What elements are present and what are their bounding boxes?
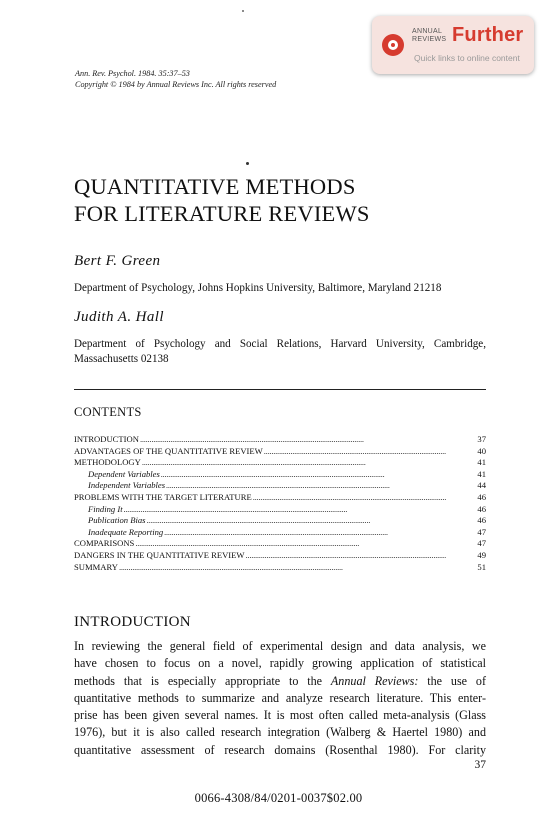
paragraph-line-tail: the use of xyxy=(418,673,486,688)
contents-heading: CONTENTS xyxy=(74,405,142,419)
toc-label: ADVANTAGES OF THE QUANTITATIVE REVIEW xyxy=(74,445,263,456)
paragraph-line xyxy=(74,673,486,690)
journal-citation-block xyxy=(75,69,276,90)
introduction-paragraph xyxy=(74,638,486,759)
annual-text: ANNUAL xyxy=(412,28,443,35)
issn-line: 0066-4308/84/0201-0037$02.00 xyxy=(194,791,363,805)
toc-entry[interactable] xyxy=(74,446,486,458)
toc-label: Dependent Variables xyxy=(88,468,160,479)
table-of-contents xyxy=(74,434,486,573)
toc-subentry[interactable] xyxy=(74,480,486,492)
author-2-affiliation-line-2: Massachusetts 02138 xyxy=(74,353,169,365)
toc-leader xyxy=(166,480,446,492)
toc-entry[interactable] xyxy=(74,492,486,504)
toc-page: 49 xyxy=(477,549,486,560)
toc-label: METHODOLOGY xyxy=(74,457,141,468)
toc-page: 37 xyxy=(477,434,486,444)
paragraph-line: prise has been given several names. It is most often called meta-analysis (Glass xyxy=(74,708,486,723)
toc-page: 46 xyxy=(477,515,486,526)
paragraph-line: quantitative methods to summarize and analyze research literature. This enter- xyxy=(74,690,486,705)
toc-label: Inadequate Reporting xyxy=(88,526,164,537)
toc-page: 46 xyxy=(477,503,486,514)
toc-entry[interactable] xyxy=(74,434,486,446)
toc-leader xyxy=(140,434,446,446)
annual-reviews-logo-icon xyxy=(382,34,404,56)
toc-page: 41 xyxy=(477,468,486,479)
toc-page: 46 xyxy=(477,491,486,502)
stray-dot xyxy=(242,10,244,12)
annual-reviews-wordmark xyxy=(412,28,452,44)
toc-entry[interactable] xyxy=(74,457,486,469)
toc-leader xyxy=(124,504,446,516)
toc-leader xyxy=(164,527,446,539)
journal-copyright: Copyright © 1984 by Annual Reviews Inc. All rights reserved xyxy=(75,79,277,89)
reviews-text: REVIEWS xyxy=(412,36,447,43)
paragraph-line: have chosen to focus on a novel, rapidly growing application of statistical xyxy=(74,656,486,671)
toc-page: 47 xyxy=(477,526,486,537)
toc-page: 47 xyxy=(477,538,486,549)
toc-leader xyxy=(264,446,446,458)
toc-label: PROBLEMS WITH THE TARGET LITERATURE xyxy=(74,491,252,502)
toc-label: Publication Bias xyxy=(88,515,146,526)
toc-page: 51 xyxy=(477,561,486,572)
page-number: 37 xyxy=(474,759,486,771)
toc-subentry[interactable] xyxy=(74,504,486,516)
toc-label: INTRODUCTION xyxy=(74,434,139,444)
toc-entry[interactable] xyxy=(74,562,486,574)
toc-leader xyxy=(161,469,446,481)
paragraph-line: quantitative assessment of research domains (Rosenthal 1980). For clarity xyxy=(74,742,486,757)
toc-label: DANGERS IN THE QUANTITATIVE REVIEW xyxy=(74,549,245,560)
author-1-affiliation: Department of Psychology, Johns Hopkins University, Baltimore, Maryland 21218 xyxy=(74,282,442,294)
toc-entry[interactable] xyxy=(74,550,486,562)
toc-leader xyxy=(253,492,446,504)
toc-leader xyxy=(142,457,446,469)
author-2-name: Judith A. Hall xyxy=(74,309,164,325)
toc-label: SUMMARY xyxy=(74,561,118,572)
toc-leader xyxy=(119,562,446,574)
title-dot xyxy=(246,162,249,165)
paragraph-line-text: methods that is especially appropriate to the xyxy=(74,673,331,688)
toc-leader xyxy=(147,515,446,527)
toc-page: 40 xyxy=(477,445,486,456)
toc-leader xyxy=(246,550,446,562)
further-subtitle: Quick links to online content xyxy=(414,53,520,63)
toc-subentry[interactable] xyxy=(74,515,486,527)
paragraph-line: 1976), but it is also called research integration (Walberg & Haertel 1980) and xyxy=(74,725,486,740)
toc-subentry[interactable] xyxy=(74,469,486,481)
toc-page: 44 xyxy=(477,480,486,491)
toc-page: 41 xyxy=(477,457,486,468)
paragraph-line: In reviewing the general field of experimental design and data analysis, we xyxy=(74,639,486,653)
toc-label: Independent Variables xyxy=(88,480,166,491)
toc-label: Finding It xyxy=(88,503,123,514)
section-divider xyxy=(74,389,486,390)
journal-citation: Ann. Rev. Psychol. 1984. 35:37–53 xyxy=(75,69,190,78)
further-title: Further xyxy=(452,24,524,46)
toc-leader xyxy=(135,538,446,550)
toc-label: COMPARISONS xyxy=(74,538,135,549)
toc-subentry[interactable] xyxy=(74,527,486,539)
further-badge[interactable] xyxy=(372,16,534,74)
introduction-heading: INTRODUCTION xyxy=(74,614,191,630)
article-title xyxy=(74,173,370,227)
article-title-line-2: FOR LITERATURE REVIEWS xyxy=(74,201,370,226)
author-2-affiliation-line-1: Department of Psychology and Social Relations, Harvard University, Cambridge, xyxy=(74,338,486,350)
toc-entry[interactable] xyxy=(74,538,486,550)
author-1-name: Bert F. Green xyxy=(74,253,161,269)
journal-name-italic: Annual Reviews: xyxy=(330,673,419,688)
author-2-affiliation xyxy=(74,337,486,367)
article-title-line-1: QUANTITATIVE METHODS xyxy=(74,174,356,199)
